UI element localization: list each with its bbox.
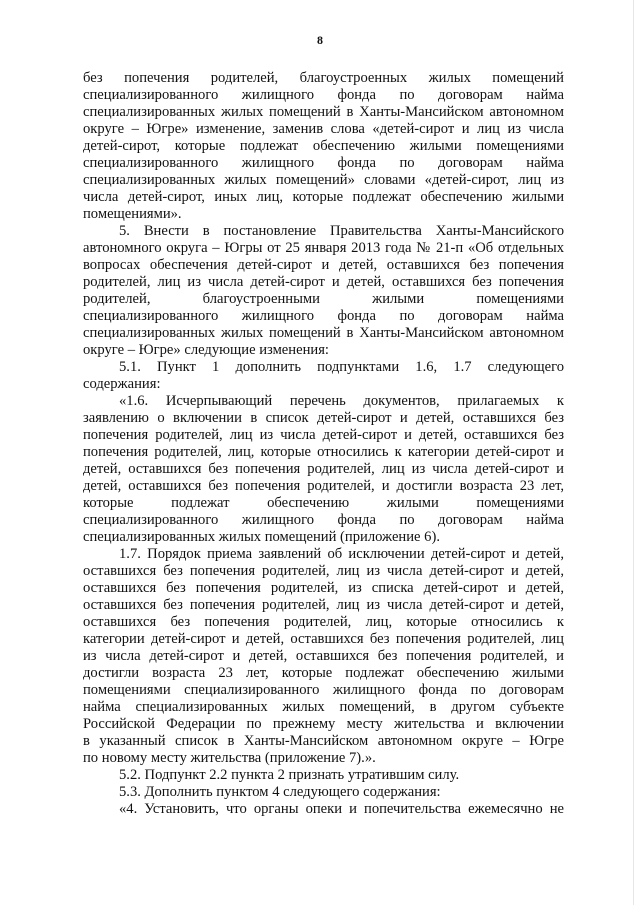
text-line: детей, оставшихся без попечения родителей, лиц из числа детей-сирот и [83, 461, 564, 477]
text-line: числа детей-сирот, иных лиц, которые подлежат обеспечению жилыми [83, 189, 564, 205]
text-line: оставшихся без попечения родителей, лиц из числа детей-сирот и детей, [83, 563, 564, 579]
text-line: 5.1. Пункт 1 дополнить подпунктами 1.6, 1.7 следующего [119, 359, 564, 375]
text-line: специализированного жилищного фонда по договорам найма [83, 512, 564, 528]
text-line: «4. Установить, что органы опеки и попечительства ежемесячно не [119, 801, 564, 817]
text-line: родителей, лиц из числа детей-сирот и детей, оставшихся без попечения [83, 274, 564, 290]
text-line: родителей, благоустроенными жилыми помещениями [83, 291, 564, 307]
text-line: 1.7. Порядок приема заявлений об исключении детей-сирот и детей, [119, 546, 564, 562]
text-line: округе – Югре» изменение, заменив слова «детей-сирот и лиц из числа [83, 121, 564, 137]
text-line: 5.3. Дополнить пунктом 4 следующего содержания: [119, 784, 441, 800]
text-line: детей-сирот, которые подлежат обеспечению жилыми помещениями [83, 138, 564, 154]
text-line: найма специализированных жилых помещений, в другом субъекте [83, 699, 564, 715]
text-line: специализированного жилищного фонда по договорам найма [83, 87, 564, 103]
text-line: достигли возраста 23 лет, которые подлежат обеспечению жилыми [83, 665, 564, 681]
text-line: содержания: [83, 376, 161, 392]
text-line: оставшихся без попечения родителей, лиц из числа детей-сирот и детей, [83, 597, 564, 613]
text-line: категории детей-сирот и детей, оставшихся без попечения родителей, лиц [83, 631, 564, 647]
text-line: по новому месту жительства (приложение 7).». [83, 750, 376, 766]
text-line: помещениями специализированного жилищного фонда по договорам [83, 682, 564, 698]
text-line: в указанный список в Ханты-Мансийском автономном округе – Югре [83, 733, 564, 749]
text-line: специализированных жилых помещений в Ханты-Мансийском автономном [83, 325, 564, 341]
text-line: оставшихся без попечения родителей, лиц, которые относились к [83, 614, 564, 630]
text-line: заявлению о включении в список детей-сирот и детей, оставшихся без [83, 410, 564, 426]
page-number: 8 [317, 33, 323, 47]
text-line: округе – Югре» следующие изменения: [83, 342, 329, 358]
document-body [83, 70, 564, 818]
text-line: вопросах обеспечения детей-сирот и детей, оставшихся без попечения [83, 257, 564, 273]
text-line: которые подлежат обеспечению жилыми помещениями [83, 495, 564, 511]
text-line: помещениями». [83, 206, 182, 222]
text-line: детей, оставшихся без попечения родителей, и достигли возраста 23 лет, [83, 478, 564, 494]
text-line: попечения родителей, лиц из числа детей-сирот и детей, оставшихся без [83, 427, 564, 443]
scan-edge [633, 0, 634, 905]
text-line: попечения родителей, лиц, которые относились к категории детей-сирот и [83, 444, 564, 460]
text-line: 5.2. Подпункт 2.2 пункта 2 признать утратившим силу. [119, 767, 460, 783]
text-line: 5. Внести в постановление Правительства Ханты-Мансийского [119, 223, 564, 239]
text-line: «1.6. Исчерпывающий перечень документов, прилагаемых к [119, 393, 564, 409]
text-line: специализированных жилых помещений (приложение 6). [83, 529, 440, 545]
text-line: автономного округа – Югры от 25 января 2013 года № 21-п «Об отдельных [83, 240, 564, 256]
text-line: специализированных жилых помещений в Ханты-Мансийском автономном [83, 104, 564, 120]
text-line: специализированного жилищного фонда по договорам найма [83, 155, 564, 171]
text-line: оставшихся без попечения родителей, из списка детей-сирот и детей, [83, 580, 564, 596]
text-line: специализированных жилых помещений» словами «детей-сирот, лиц из [83, 172, 564, 188]
text-line: без попечения родителей, благоустроенных жилых помещений [83, 70, 564, 86]
text-line: из числа детей-сирот и детей, оставшихся без попечения родителей, и [83, 648, 564, 664]
text-line: специализированного жилищного фонда по договорам найма [83, 308, 564, 324]
text-line: Российской Федерации по прежнему месту жительства и включении [83, 716, 564, 732]
